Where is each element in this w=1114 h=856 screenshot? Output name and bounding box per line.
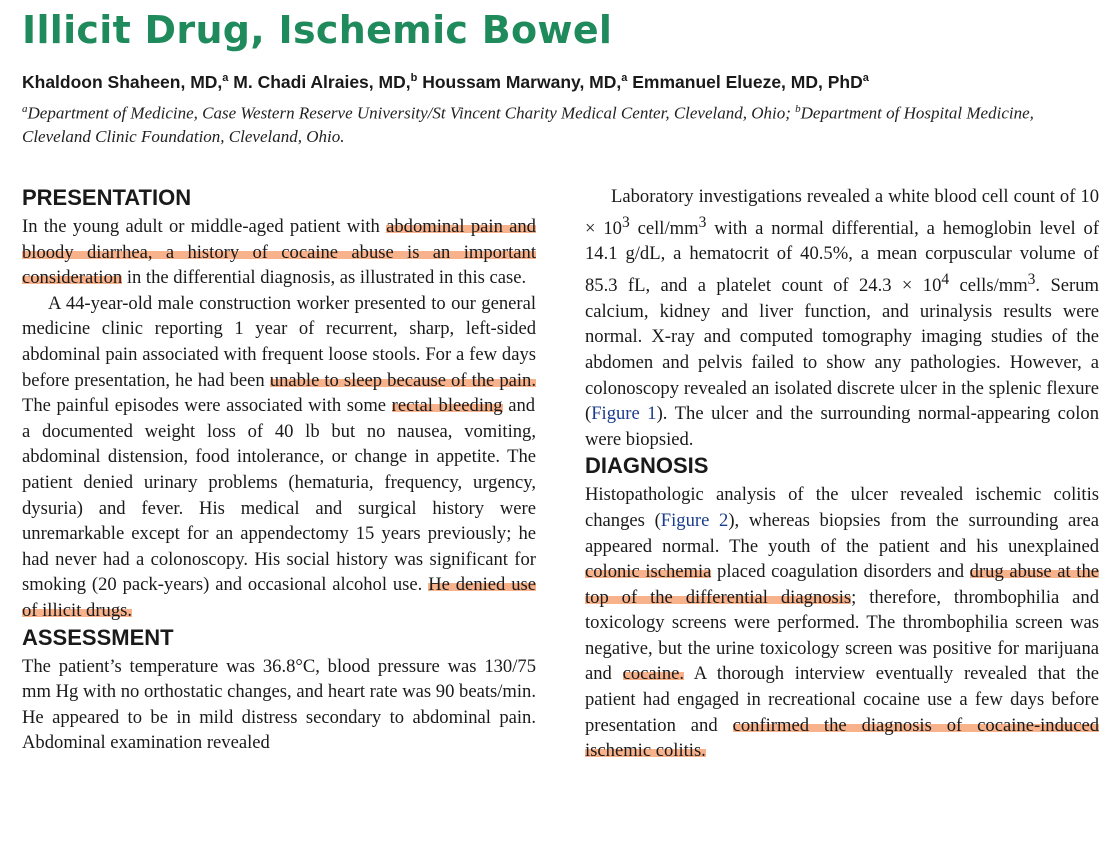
- presentation-paragraph-2: [22, 291, 536, 624]
- text-run: cell/mm: [629, 217, 699, 239]
- affil-marker-a: a: [22, 103, 28, 115]
- text-run: placed coagulation disorders and: [711, 561, 970, 583]
- text-run: in the differential diagnosis, as illustrated in this case.: [122, 267, 527, 289]
- affiliations: [22, 98, 1082, 148]
- author-name: Khaldoon Shaheen, MD,: [22, 72, 223, 92]
- author-name: M. Chadi Alraies, MD,: [233, 72, 411, 92]
- assessment-paragraph: The patient’s temperature was 36.8°C, blood pressure was 130/75 mm Hg with no orthostatic changes, and heart rate was 90 beats/min. He appeared to be in mild distress secondary to abdominal pain. Abdominal examination revealed: [22, 655, 536, 754]
- superscript: 4: [941, 270, 950, 288]
- right-column: [585, 184, 1099, 764]
- superscript: 3: [698, 213, 707, 231]
- highlighted-text: colonic ischemia: [585, 561, 712, 583]
- text-run: cells/mm: [949, 275, 1028, 297]
- highlighted-text: confirmed the diagnosis of cocaine-induced ischemic colitis.: [585, 714, 1100, 762]
- author-affil-marker: b: [410, 72, 418, 85]
- text-run: and a documented weight loss of 40 lb but no nausea, vomiting, abdominal distension, food intolerance, or change in appetite. The patient denied urinary problems (hematuria, frequency, urgency, dysuria) and fever. His medical and surgical history were unremarkable except for an appendectomy 15 years previously; he had never had a colonoscopy. His social history was significant for smoking (20 pack-years) and occasional alcohol use.: [22, 395, 536, 596]
- presentation-paragraph-1: [22, 214, 536, 291]
- superscript: 3: [1027, 270, 1036, 288]
- left-column: [22, 184, 536, 756]
- text-run: Laboratory investigations revealed a white blood cell count of 10 × 10: [585, 186, 1099, 239]
- text-run: The painful episodes were associated with some: [22, 395, 392, 417]
- affil-b-text: Department of Hospital Medicine, Cleveland Clinic Foundation, Cleveland, Ohio.: [22, 103, 1034, 146]
- author-list: [22, 72, 1102, 93]
- text-run: A thorough interview eventually revealed that the patient had engaged in recreational cocaine use a few days before presentation and: [585, 663, 1100, 736]
- text-run: In the young adult or middle-aged patient with: [22, 216, 387, 237]
- author-name: Emmanuel Elueze, MD, PhD: [632, 72, 863, 92]
- labs-paragraph: [585, 184, 1099, 452]
- text-run: ). The ulcer and the surrounding normal-appearing colon were biopsied.: [585, 403, 1099, 450]
- highlighted-text: rectal bleeding: [391, 395, 503, 417]
- author-affil-marker: a: [621, 72, 628, 85]
- highlighted-text: cocaine.: [622, 663, 685, 685]
- affil-a-text: Department of Medicine, Case Western Reserve University/St Vincent Charity Medical Center, Cleveland, Ohio;: [27, 103, 796, 123]
- text-run: A 44-year-old male construction worker presented to our general medicine clinic reporting 1 year of recurrent, sharp, left-sided abdominal pain associated with frequent loose stools. For a few days before presentation, he had been: [22, 292, 536, 391]
- article-title: Illicit Drug, Ischemic Bowel: [22, 8, 613, 52]
- highlighted-text: drug abuse at the top of the differential diagnosis: [585, 561, 1100, 608]
- presentation-heading: PRESENTATION: [22, 185, 192, 210]
- affil-marker-b: b: [795, 103, 801, 115]
- figure-2-link[interactable]: Figure 2: [660, 509, 729, 531]
- highlighted-text: abdominal pain and bloody diarrhea, a history of cocaine abuse is an important consideration: [22, 216, 536, 289]
- text-run: ), whereas biopsies from the surrounding area appeared normal. The youth of the patient and his unexplained: [585, 509, 1099, 557]
- text-run: with a normal differential, a hemoglobin level of 14.1 g/dL, a hematocrit of 40.5%, a mean corpuscular volume of 85.3 fL, and a platelet count of 24.3 × 10: [585, 217, 1100, 297]
- highlighted-text: He denied use of illicit drugs.: [22, 574, 536, 621]
- figure-1-link[interactable]: Figure 1: [591, 403, 657, 425]
- diagnosis-paragraph: [585, 482, 1099, 764]
- author-affil-marker: a: [862, 72, 869, 85]
- author-affil-marker: a: [222, 72, 229, 85]
- author-name: Houssam Marwany, MD,: [422, 72, 622, 92]
- text-run: . Serum calcium, kidney and liver function, and urinalysis results were normal. X-ray and computed tomography imaging studies of the abdomen and pelvis failed to show any pathologies. However, a colonoscopy revealed an isolated discrete ulcer in the splenic flexure (: [585, 275, 1099, 425]
- text-run: Histopathologic analysis of the ulcer revealed ischemic colitis changes (: [585, 484, 1099, 531]
- diagnosis-heading: DIAGNOSIS: [585, 453, 709, 479]
- highlighted-text: unable to sleep because of the pain.: [269, 369, 537, 391]
- superscript: 3: [621, 213, 630, 231]
- assessment-heading: ASSESSMENT: [22, 624, 174, 650]
- text-run: ; therefore, thrombophilia and toxicology screens were performed. The thrombophilia screen was negative, but the urine toxicology screen was positive for marijuana and: [585, 586, 1099, 685]
